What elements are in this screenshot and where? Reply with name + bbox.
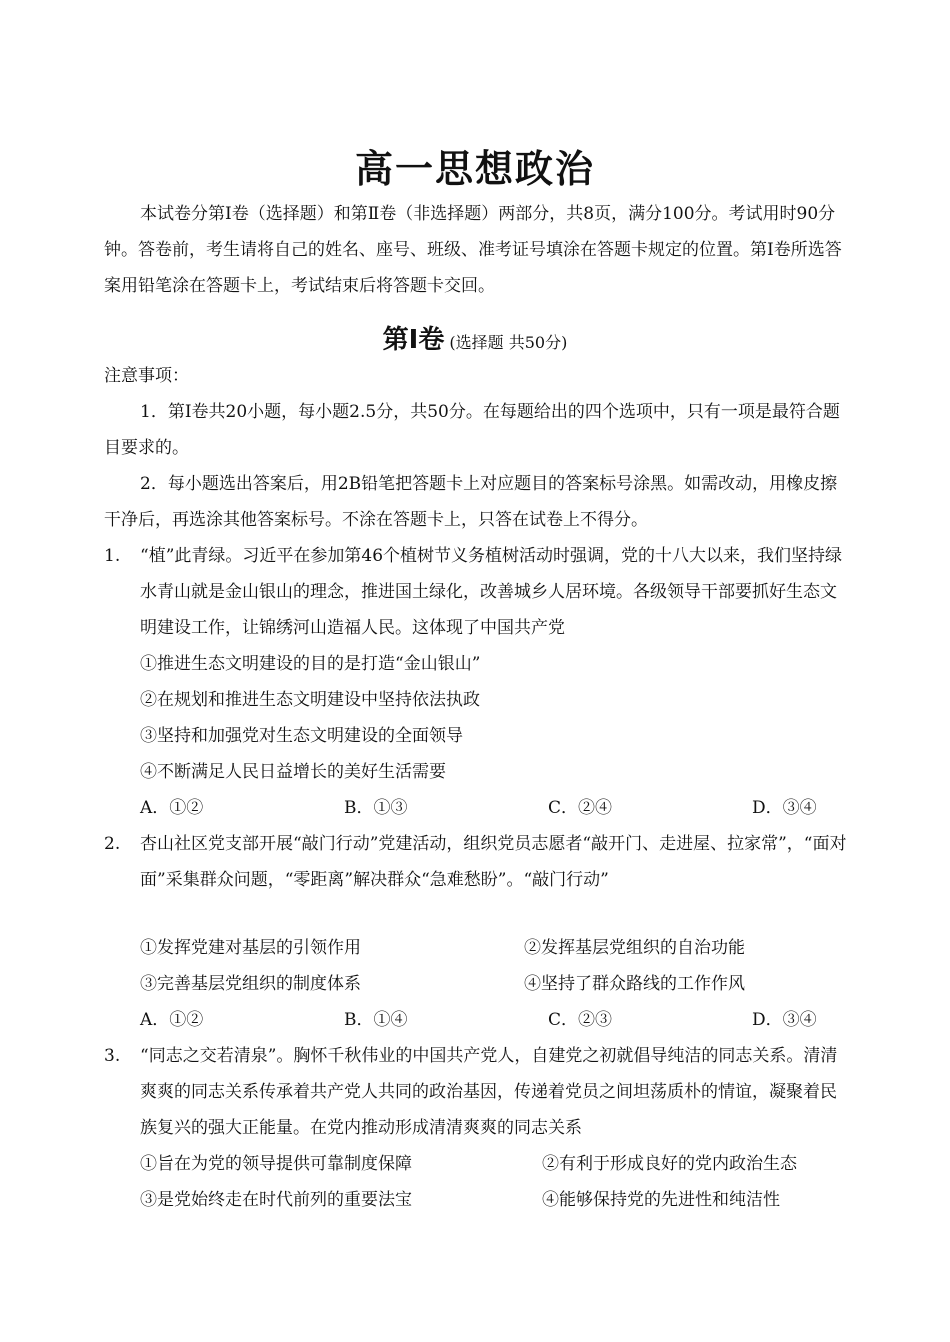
statement: ②在规划和推进生态文明建设中坚持依法执政 [140,690,480,710]
option-a: A．①② [140,1010,204,1030]
statement: ④不断满足人民日益增长的美好生活需要 [140,762,446,782]
question-stem-text: 杏山社区党支部开展“敲门行动”党建活动，组织党员志愿者“敲开门、走进屋、拉家常”，“面对面”采集群众问题，“零距离”解决群众“急难愁盼”。“敲门行动” [140,834,847,890]
option-c: C．②③ [548,1010,613,1030]
statement: ③坚持和加强党对生态文明建设的全面领导 [140,726,463,746]
notice-label: 注意事项： [104,366,189,386]
option-b: B．①③ [344,798,408,818]
option-a: A．①② [140,798,204,818]
question-number: 3. [104,1046,121,1066]
statement: ②有利于形成良好的党内政治生态 [542,1154,797,1174]
statement: ④坚持了群众路线的工作作风 [524,974,745,994]
statement: ④能够保持党的先进性和纯洁性 [542,1190,780,1210]
notice-item: 2．每小题选出答案后，用2B铅笔把答题卡上对应题目的答案标号涂黑。如需改动，用橡皮擦干净后，再选涂其他答案标号。不涂在答题卡上，只答在试卷上不得分。 [104,474,838,530]
section-title: 第Ⅰ卷 [382,325,445,355]
notice-item: 1．第Ⅰ卷共20小题，每小题2.5分，共50分。在每题给出的四个选项中，只有一项是最符合题目要求的。 [104,402,840,458]
option-d: D．③④ [752,798,817,818]
page-title: 高一思想政治 [354,147,595,191]
section-subtitle: (选择题 共50分) [449,333,568,352]
statement: ③是党始终走在时代前列的重要法宝 [140,1190,412,1210]
option-b: B．①④ [344,1010,408,1030]
statement: ③完善基层党组织的制度体系 [140,974,361,994]
question-stem-text: “同志之交若清泉”。胸怀千秋伟业的中国共产党人，自建党之初就倡导纯洁的同志关系。清清爽爽的同志关系传承着共产党人共同的政治基因，传递着党员之间坦荡质朴的情谊，凝聚着民族复兴的强大正能量。在党内推动形成清清爽爽的同志关系 [140,1046,838,1138]
intro-paragraph: 本试卷分第Ⅰ卷（选择题）和第Ⅱ卷（非选择题）两部分，共8页，满分100分。考试用时90分钟。答卷前，考生请将自己的姓名、座号、班级、准考证号填涂在答题卡规定的位置。第Ⅰ卷所选答案用铅笔涂在答题卡上，考试结束后将答题卡交回。 [104,204,842,296]
statement: ①推进生态文明建设的目的是打造“金山银山” [140,654,481,674]
question-stem-text: “植”此青绿。习近平在参加第46个植树节义务植树活动时强调，党的十八大以来，我们坚持绿水青山就是金山银山的理念，推进国土绿化，改善城乡人居环境。各级领导干部要抓好生态文明建设工作，让锦绣河山造福人民。这体现了中国共产党 [140,546,843,638]
question-number: 1. [104,546,121,566]
option-c: C．②④ [548,798,613,818]
statement: ①发挥党建对基层的引领作用 [140,938,361,958]
option-d: D．③④ [752,1010,817,1030]
statement: ②发挥基层党组织的自治功能 [524,938,745,958]
section-heading [0,320,950,363]
statement: ①旨在为党的领导提供可靠制度保障 [140,1154,412,1174]
question-number: 2. [104,834,121,854]
question-stem [140,1038,848,1146]
question-stem [140,538,848,646]
question-stem [140,826,848,898]
